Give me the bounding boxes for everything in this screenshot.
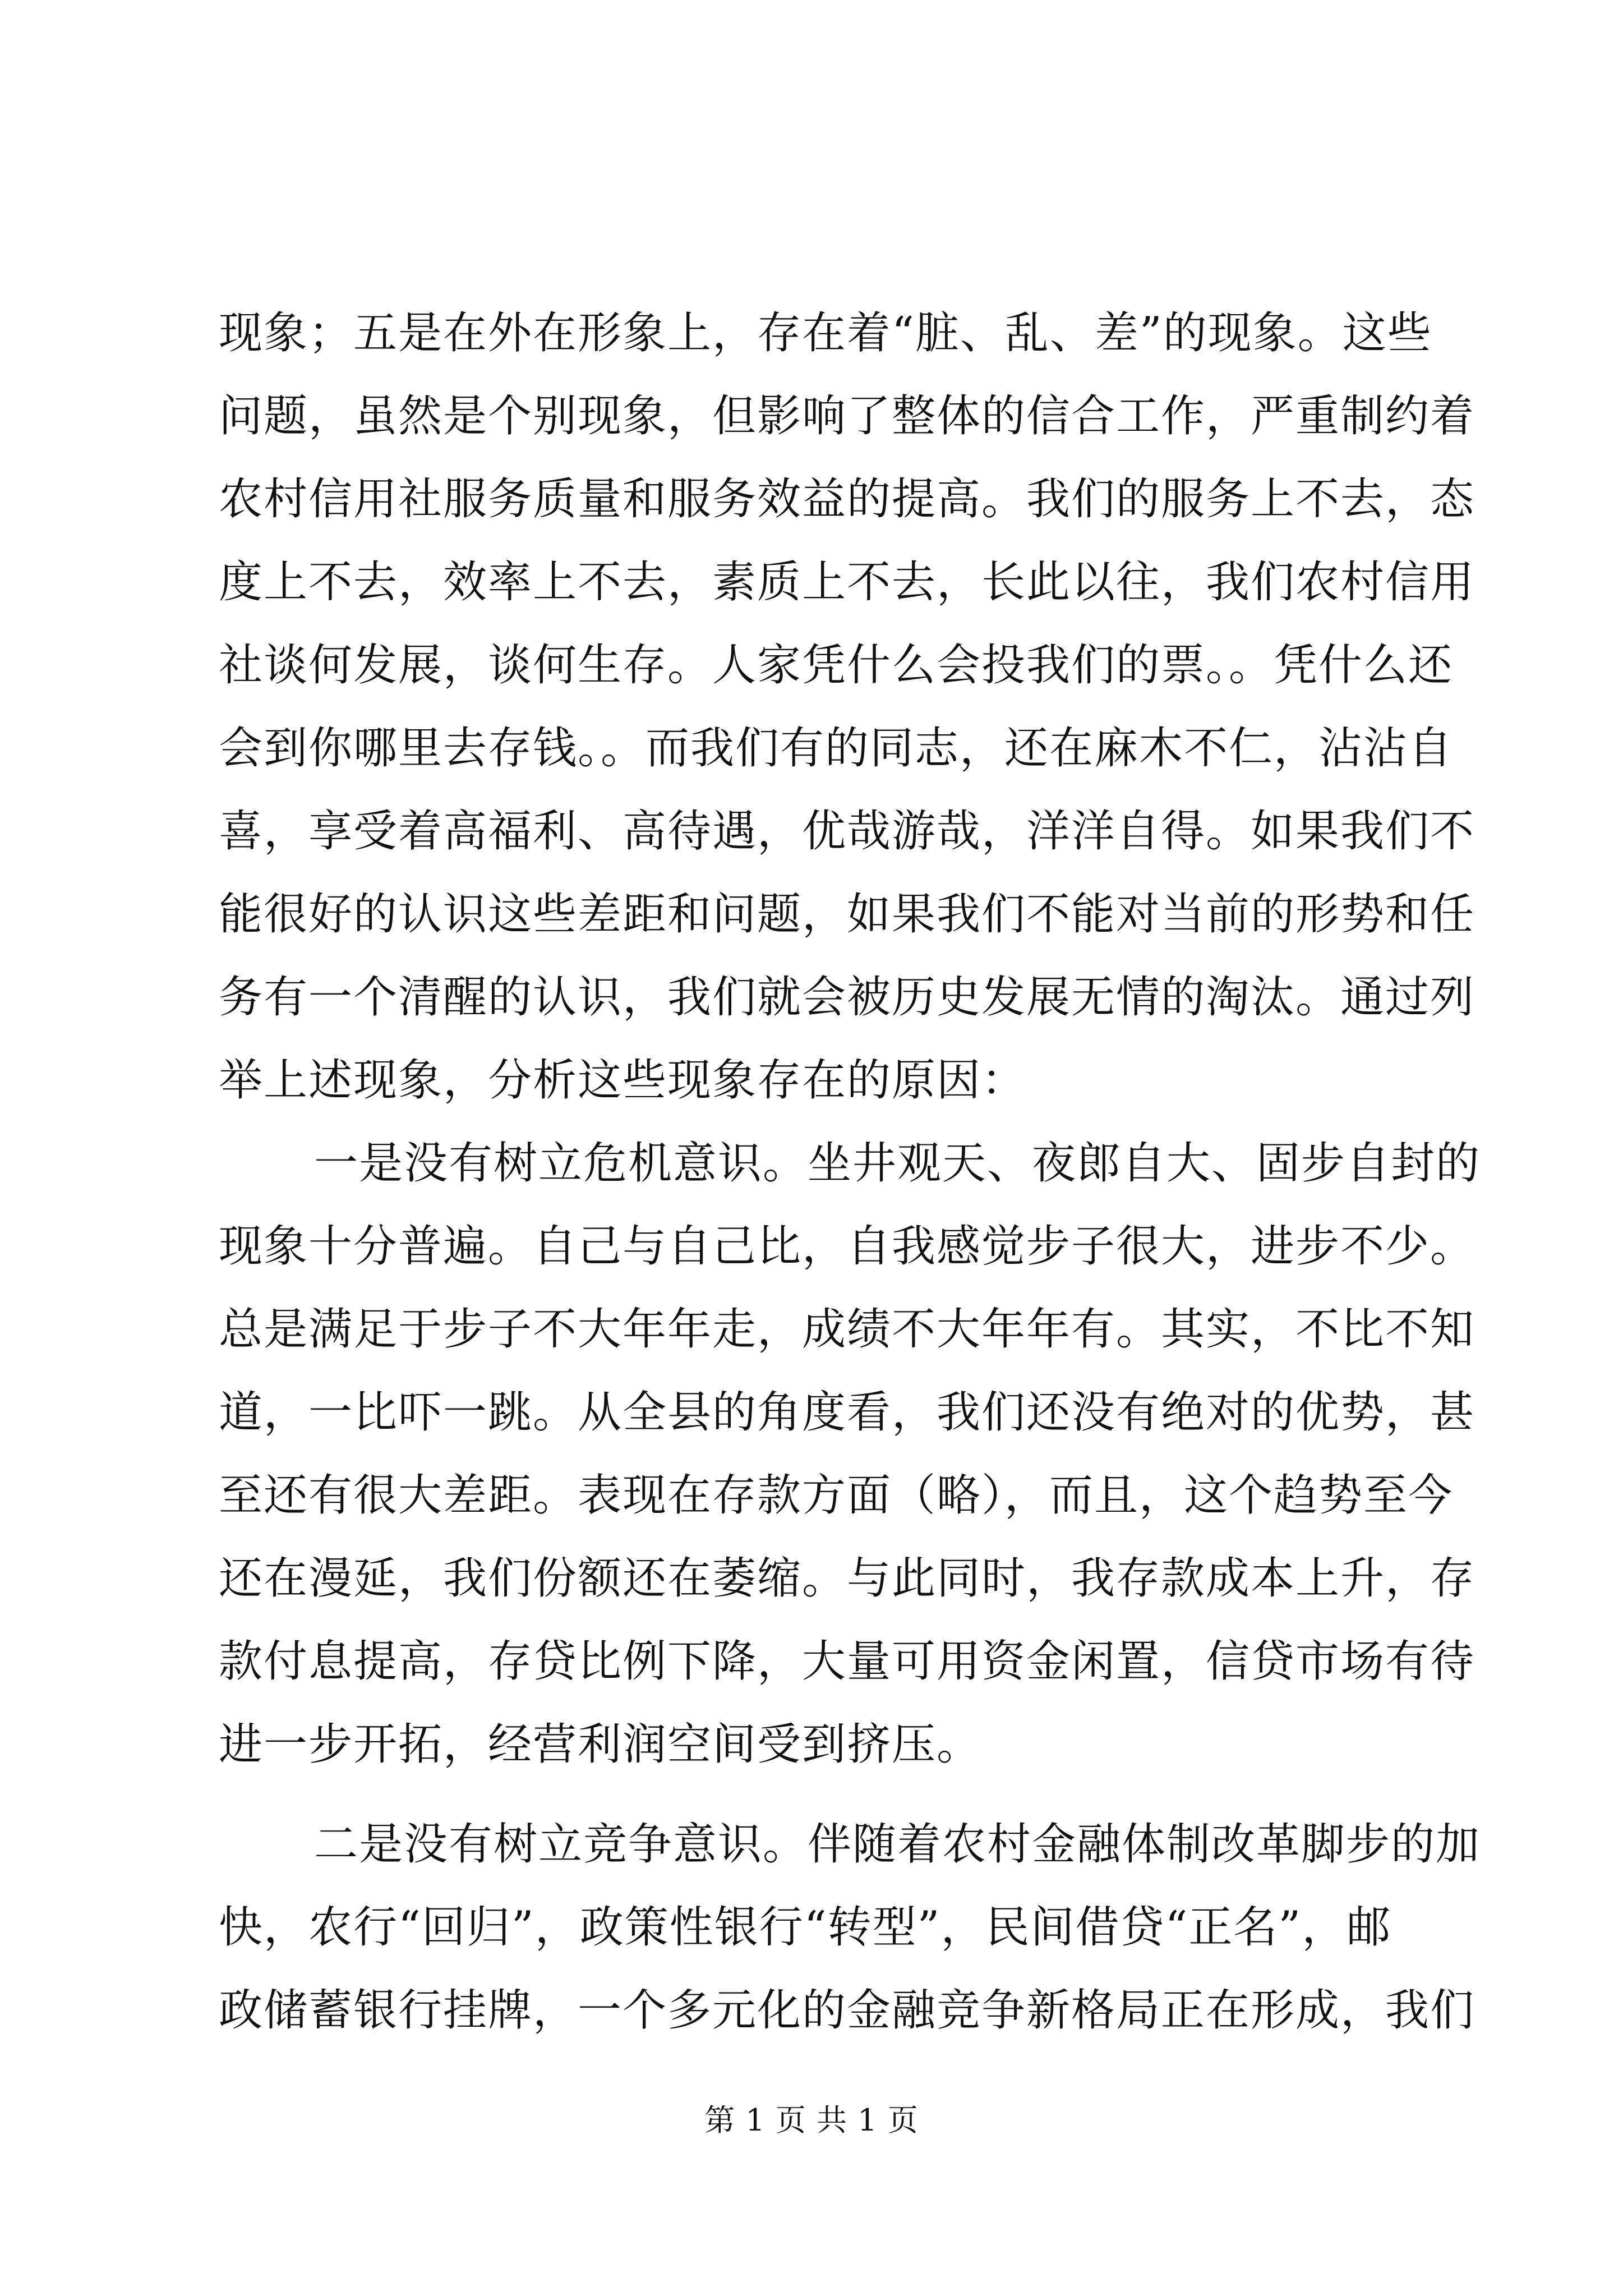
text-line: 总是满足于步子不大年年走，成绩不大年年有。其实，不比不知 bbox=[219, 1304, 1476, 1355]
text-line: 举上述现象，分析这些现象存在的原因： bbox=[219, 1055, 1027, 1106]
text-line: 问题，虽然是个别现象，但影响了整体的信合工作，严重制约着 bbox=[219, 391, 1476, 441]
body-text bbox=[219, 292, 1481, 2052]
text-line: 农村信用社服务质量和服务效益的提高。我们的服务上不去，态 bbox=[219, 474, 1476, 524]
text-line: 至还有很大差距。表现在存款方面（略），而且，这个趋势至今 bbox=[219, 1470, 1454, 1521]
paragraph-first-line: 一是没有树立危机意识。坐井观天、夜郎自大、固步自封的 bbox=[314, 1138, 1481, 1189]
text-line: 政储蓄银行挂牌，一个多元化的金融竞争新格局正在形成，我们 bbox=[219, 1985, 1476, 2036]
text-line: 能很好的认识这些差距和问题，如果我们不能对当前的形势和任 bbox=[219, 889, 1476, 940]
page-number-footer: 第 1 页 共 1 页 bbox=[704, 2102, 919, 2138]
text-line: 道，一比吓一跳。从全县的角度看，我们还没有绝对的优势，甚 bbox=[219, 1387, 1476, 1438]
text-line: 进一步开拓，经营利润空间受到挤压。 bbox=[219, 1719, 982, 1770]
text-line: 还在漫延，我们份额还在萎缩。与此同时，我存款成本上升，存 bbox=[219, 1553, 1476, 1604]
text-line: 款付息提高，存贷比例下降，大量可用资金闲置，信贷市场有待 bbox=[219, 1636, 1476, 1687]
text-line: 会到你哪里去存钱。。而我们有的同志，还在麻木不仁，沾沾自 bbox=[219, 723, 1454, 774]
text-line: 现象；五是在外在形象上，存在着“脏、乱、差”的现象。这些 bbox=[219, 308, 1432, 358]
text-line: 务有一个清醒的认识，我们就会被历史发展无情的淘汰。通过列 bbox=[219, 972, 1476, 1023]
text-line: 现象十分普遍。自己与自己比，自我感觉步子很大，进步不少。 bbox=[219, 1221, 1476, 1272]
text-line: 度上不去，效率上不去，素质上不去，长此以往，我们农村信用 bbox=[219, 557, 1476, 608]
text-line: 快，农行“回归”，政策性银行“转型”，民间借贷“正名”，邮 bbox=[219, 1902, 1392, 1953]
paragraph-first-line: 二是没有树立竞争意识。伴随着农村金融体制改革脚步的加 bbox=[314, 1819, 1481, 1870]
text-line: 喜，享受着高福利、高待遇，优哉游哉，洋洋自得。如果我们不 bbox=[219, 806, 1476, 857]
text-line: 社谈何发展，谈何生存。人家凭什么会投我们的票。。凭什么还 bbox=[219, 640, 1454, 691]
